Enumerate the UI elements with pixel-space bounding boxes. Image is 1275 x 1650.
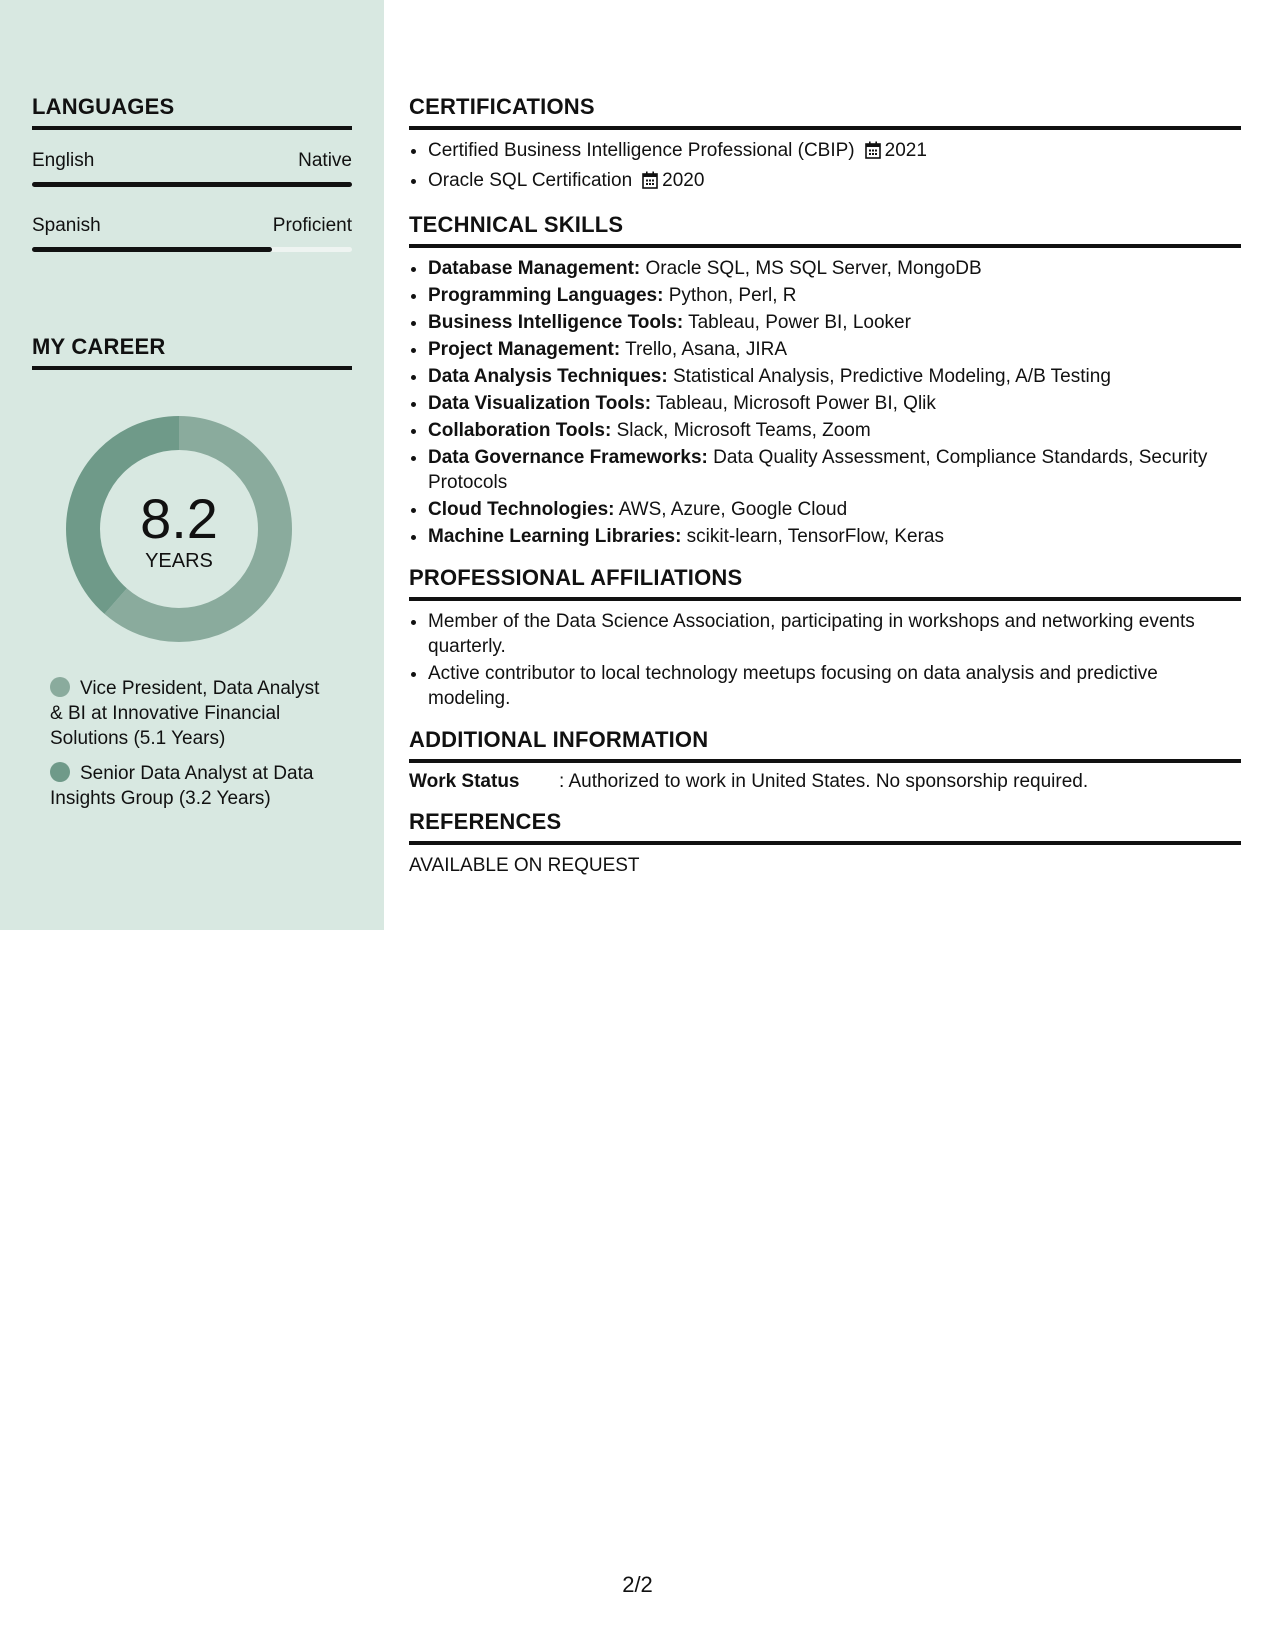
- skill-item: [428, 445, 1241, 495]
- calendar-icon: [865, 141, 881, 166]
- certification-year: 2021: [884, 140, 927, 161]
- skill-label: Database Management:: [428, 258, 641, 279]
- affiliation-item: • Member of the Data Science Association, participating in workshops and networking events quarterly.: [428, 609, 1241, 659]
- affiliations-section: [409, 565, 1241, 711]
- career-section: [32, 334, 352, 370]
- references-section: [409, 809, 1241, 877]
- skill-label: Collaboration Tools:: [428, 420, 612, 441]
- skill-value: Statistical Analysis, Predictive Modeling, A/B Testing: [667, 366, 1111, 387]
- language-proficiency-fill: [32, 247, 272, 252]
- legend-dot-icon: [50, 762, 70, 782]
- career-title: MY CAREER: [32, 334, 352, 370]
- skill-label: Data Governance Frameworks:: [428, 447, 708, 468]
- career-total-years: 8.2: [140, 487, 218, 550]
- references-title: REFERENCES: [409, 809, 1241, 845]
- skill-label: Business Intelligence Tools:: [428, 312, 684, 333]
- career-role-text: Vice President, Data Analyst & BI at Innovative Financial Solutions (5.1 Years): [50, 678, 320, 749]
- affiliations-title: PROFESSIONAL AFFILIATIONS: [409, 565, 1241, 601]
- languages-section: [32, 94, 352, 252]
- certifications-title: CERTIFICATIONS: [409, 94, 1241, 130]
- skill-label: Data Visualization Tools:: [428, 393, 652, 414]
- skill-item: [428, 497, 1241, 522]
- certification-year: 2020: [662, 170, 705, 191]
- work-status-label: Work Status: [409, 771, 520, 792]
- certification-item: [428, 168, 1241, 196]
- page-number: 2/2: [622, 1572, 653, 1597]
- sidebar: [0, 0, 384, 930]
- skill-label: Machine Learning Libraries:: [428, 526, 682, 547]
- additional-info-title: ADDITIONAL INFORMATION: [409, 727, 1241, 763]
- skill-value: Tableau, Power BI, Looker: [683, 312, 911, 333]
- language-level: Native: [298, 150, 352, 171]
- technical-skills-section: [409, 212, 1241, 549]
- skill-label: Cloud Technologies:: [428, 499, 615, 520]
- skill-item: [428, 418, 1241, 443]
- skill-item: [428, 256, 1241, 281]
- languages-title: LANGUAGES: [32, 94, 352, 130]
- additional-info-section: [409, 727, 1241, 793]
- language-proficiency-bar: [32, 247, 352, 252]
- certification-item: [428, 138, 1241, 166]
- skill-item: [428, 283, 1241, 308]
- career-donut-chart: [66, 416, 292, 642]
- skill-item: [428, 337, 1241, 362]
- career-role-item: [50, 676, 330, 751]
- skill-value: Tableau, Microsoft Power BI, Qlik: [651, 393, 936, 414]
- career-total-unit: YEARS: [145, 550, 213, 572]
- skill-value: scikit-learn, TensorFlow, Keras: [681, 526, 944, 547]
- career-role-text: Senior Data Analyst at Data Insights Group (3.2 Years): [50, 763, 314, 809]
- language-proficiency-fill: [32, 182, 352, 187]
- work-status-value: : Authorized to work in United States. No sponsorship required.: [559, 771, 1089, 792]
- skill-item: [428, 391, 1241, 416]
- certifications-section: [409, 94, 1241, 196]
- career-role-list: [50, 676, 330, 821]
- career-role-item: [50, 761, 330, 811]
- affiliation-item: • Active contributor to local technology meetups focusing on data analysis and predictive modeling.: [428, 661, 1241, 711]
- language-item-english: [32, 150, 352, 187]
- technical-skills-title: TECHNICAL SKILLS: [409, 212, 1241, 248]
- skill-label: Programming Languages:: [428, 285, 664, 306]
- language-item-spanish: [32, 215, 352, 252]
- certification-name: Certified Business Intelligence Professional (CBIP): [428, 140, 855, 161]
- calendar-icon: [642, 171, 658, 196]
- language-level: Proficient: [272, 215, 352, 236]
- skill-item: [428, 310, 1241, 335]
- skill-value: Python, Perl, R: [663, 285, 797, 306]
- language-name: Spanish: [32, 215, 101, 236]
- skill-label: Project Management:: [428, 339, 621, 360]
- skill-value: Trello, Asana, JIRA: [620, 339, 788, 360]
- work-status-row: [409, 771, 1241, 793]
- language-proficiency-bar: [32, 182, 352, 187]
- language-name: English: [32, 150, 95, 171]
- references-text: AVAILABLE ON REQUEST: [409, 855, 640, 876]
- skill-value: Oracle SQL, MS SQL Server, MongoDB: [640, 258, 982, 279]
- skill-item: [428, 524, 1241, 549]
- skill-value: AWS, Azure, Google Cloud: [614, 499, 848, 520]
- skill-label: Data Analysis Techniques:: [428, 366, 668, 387]
- main-content: [409, 94, 1241, 893]
- skill-value: Data Quality Assessment, Compliance Standards, Security Protocols: [428, 447, 1208, 493]
- skill-item: [428, 364, 1241, 389]
- certification-name: Oracle SQL Certification: [428, 170, 633, 191]
- legend-dot-icon: [50, 677, 70, 697]
- skill-value: Slack, Microsoft Teams, Zoom: [611, 420, 871, 441]
